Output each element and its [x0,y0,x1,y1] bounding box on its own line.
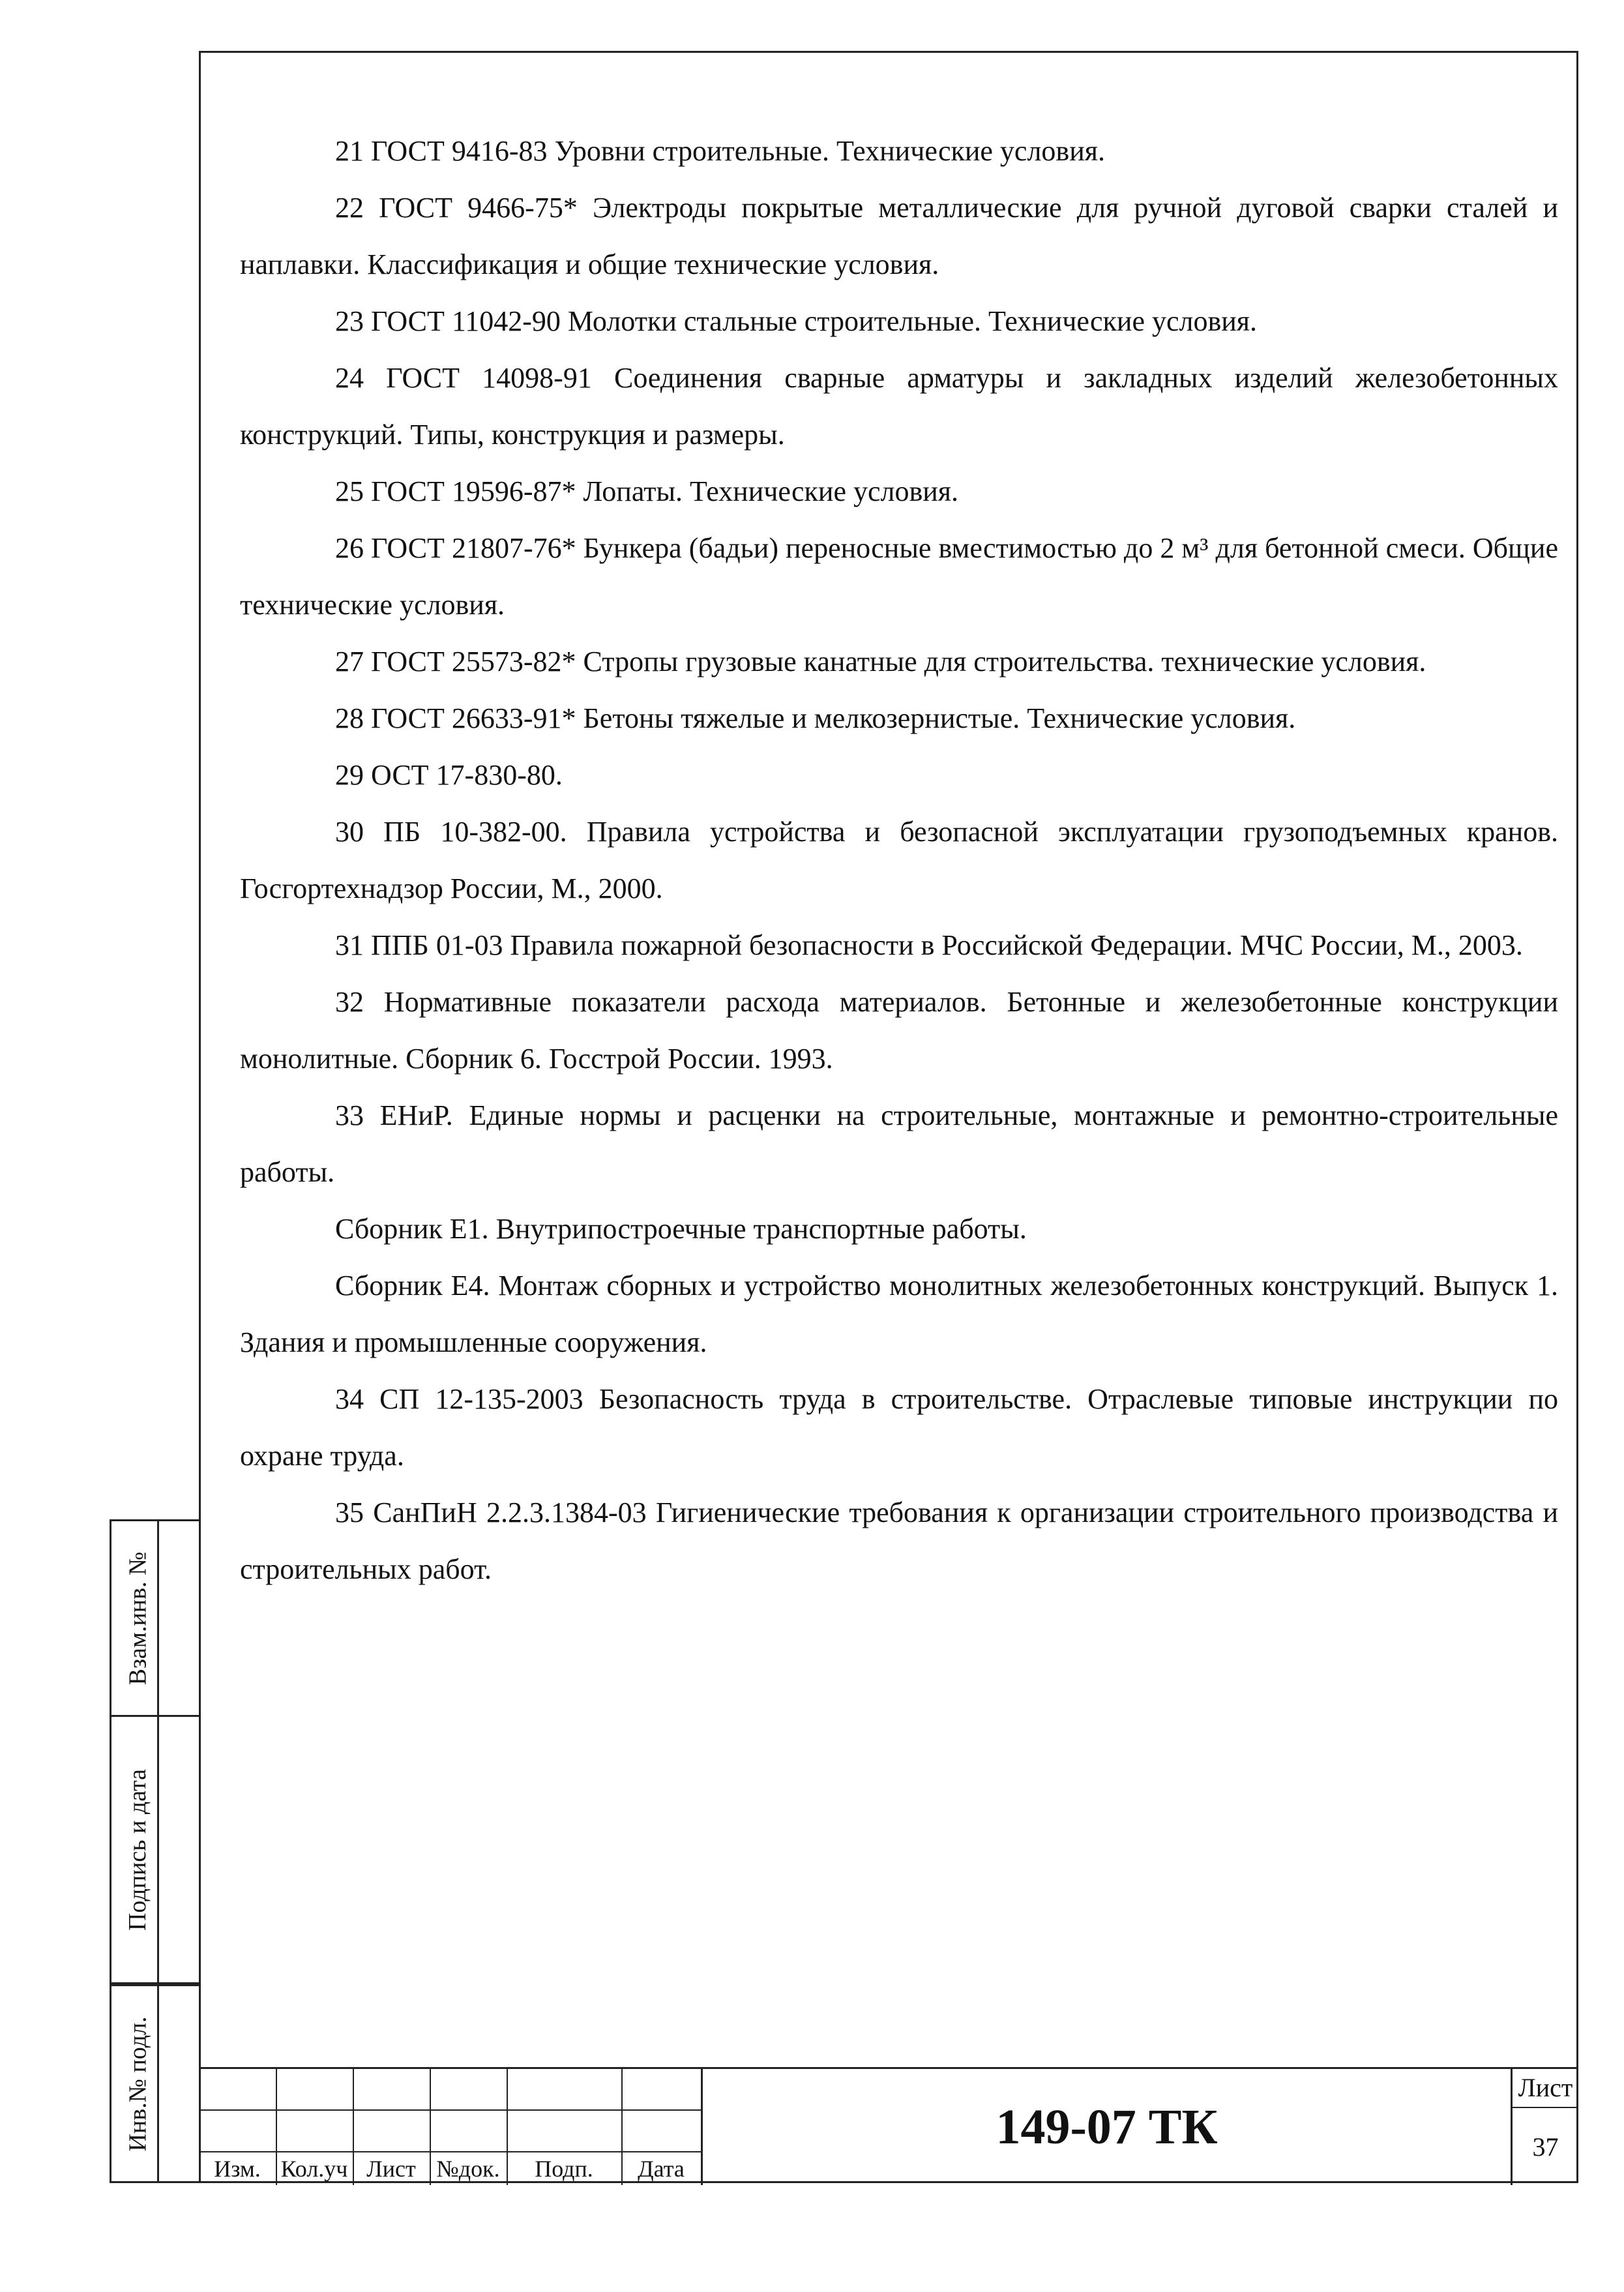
side-box-inv [110,1984,199,2183]
reference-item: 25 ГОСТ 19596-87* Лопаты. Технические условия. [335,475,959,507]
reference-item: 21 ГОСТ 9416-83 Уровни строительные. Технические условия. [335,135,1105,167]
side-label-inv: Инв.№ подл. [124,2016,152,2152]
side-label-podpis: Подпись и дата [124,1768,152,1931]
title-block [199,2067,1578,2183]
header-izm: Изм. [214,2156,261,2182]
sheet-number: 37 [1532,2132,1559,2162]
reference-list [240,123,1558,1598]
revision-grid [199,2069,701,2185]
reference-item: 22 ГОСТ 9466-75* Электроды покрытые металлические для ручной дуговой сварки сталей и наплавки. Классификация и общие технические условия. [240,192,1558,280]
reference-item: 30 ПБ 10-382-00. Правила устройства и безопасной эксплуатации грузоподъемных кранов. Госгортехнадзор России, М., 2000. [240,816,1558,904]
reference-item: 23 ГОСТ 11042-90 Молотки стальные строительные. Технические условия. [335,305,1258,337]
header-list: Лист [366,2156,416,2182]
reference-item: 35 СанПиН 2.2.3.1384-03 Гигиенические требования к организации строительного производства и строительных работ. [240,1496,1558,1585]
sheet-label: Лист [1513,2069,1578,2108]
reference-item: 32 Нормативные показатели расхода материалов. Бетонные и железобетонные конструкции монолитные. Сборник 6. Госстрой России. 1993. [240,986,1558,1075]
header-podp: Подп. [535,2156,593,2182]
reference-item: 29 ОСТ 17-830-80. [335,759,563,791]
reference-item: Сборник Е1. Внутрипостроечные транспортные работы. [335,1213,1027,1245]
reference-item: 24 ГОСТ 14098-91 Соединения сварные арматуры и закладных изделий железобетонных конструкций. Типы, конструкция и размеры. [240,362,1558,451]
reference-item: 33 ЕНиР. Единые нормы и расценки на строительные, монтажные и ремонтно-строительные работы. [240,1099,1558,1188]
header-data: Дата [638,2156,685,2182]
side-box-vzam [110,1519,199,1717]
document-code: 149-07 ТК [701,2069,1513,2185]
header-ndok: №док. [436,2156,500,2182]
reference-item: 31 ППБ 01-03 Правила пожарной безопасности в Российской Федерации. МЧС России, М., 2003. [335,929,1523,961]
side-box-podpis [110,1717,199,1984]
reference-item: 28 ГОСТ 26633-91* Бетоны тяжелые и мелкозернистые. Технические условия. [335,702,1296,734]
reference-item: 26 ГОСТ 21807-76* Бункера (бадьи) переносные вместимостью до 2 м³ для бетонной смеси. Общие технические условия. [240,532,1558,621]
side-label-vzam: Взам.инв. № [124,1551,152,1685]
reference-item: Сборник Е4. Монтаж сборных и устройство монолитных железобетонных конструкций. Выпуск 1. Здания и промышленные сооружения. [240,1270,1558,1358]
reference-item: 34 СП 12-135-2003 Безопасность труда в строительстве. Отраслевые типовые инструкции по охране труда. [240,1383,1558,1472]
reference-item: 27 ГОСТ 25573-82* Стропы грузовые канатные для строительства. технические условия. [335,646,1426,677]
sheet-box [1513,2069,1578,2185]
header-kol-uch: Кол.уч [280,2156,348,2182]
